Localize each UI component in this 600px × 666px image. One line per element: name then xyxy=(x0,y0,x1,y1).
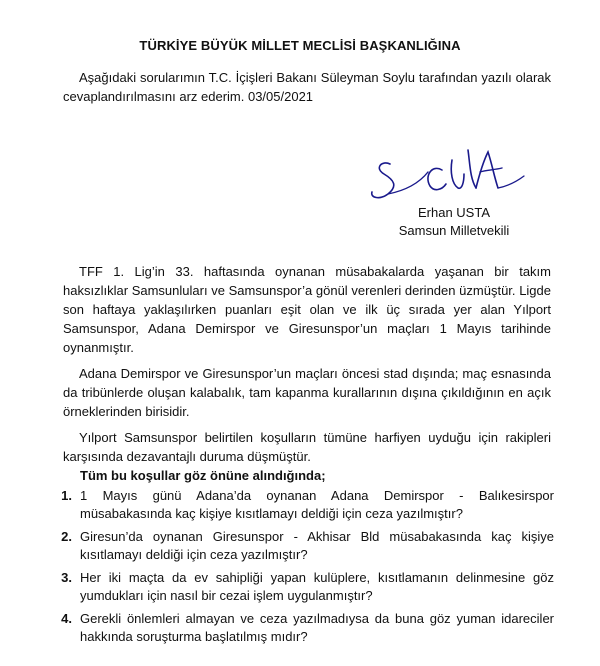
question-text: Gerekli önlemleri almayan ve ceza yazılmadıysa da buna göz yuman idareciler hakkında soruşturma başlatılmış mıdır? xyxy=(80,611,554,644)
document-title: TÜRKİYE BÜYÜK MİLLET MECLİSİ BAŞKANLIĞINA xyxy=(139,38,461,53)
question-text: Giresun’da oynanan Giresunspor - Akhisar Bld müsabakasında kaç kişiye kısıtlamayı deldiği için ceza yazılmıştır? xyxy=(80,529,554,562)
signer-title: Samsun Milletvekili xyxy=(398,223,510,238)
body-paragraph: TFF 1. Lig’in 33. haftasında oynanan müsabakalarda yaşanan bir takım haksızlıklar Samsunluları ve Samsunspor’a gönül verenleri derinden üzmüştür. Ligde son haftaya yaklaşılırken puanları eşit olan ve ilk üç sırada yer alan Yılport Samsunspor, Adana Demirspor ve Giresunspor’un maçları 1 Mayıs tarihinde oynanmıştır. xyxy=(63,264,551,355)
question-number: 4. xyxy=(61,611,72,626)
questions-heading: Tüm bu koşullar göz önüne alındığında; xyxy=(80,468,326,483)
question-item xyxy=(50,610,554,646)
question-number: 2. xyxy=(61,529,72,544)
body-paragraph: Adana Demirspor ve Giresunspor’un maçları öncesi stad dışında; maç esnasında da tribünlerde oluşan kalabalık, tam kapanma kurallarının dışına çıkıldığının en açık örneklerinden birisidir. xyxy=(63,366,551,419)
question-text: 1 Mayıs günü Adana’da oynanan Adana Demirspor - Balıkesirspor müsabakasında kaç kişiye kısıtlamayı deldiği için ceza yazılmıştır? xyxy=(80,488,554,521)
intro-text: Aşağıdaki sorularımın T.C. İçişleri Bakanı Süleyman Soylu tarafından yazılı olarak cevaplandırılmasını arz ederim. 03/05/2021 xyxy=(63,70,551,104)
question-number: 3. xyxy=(61,570,72,585)
question-item xyxy=(50,528,554,564)
handwritten-signature xyxy=(368,142,528,212)
question-text: Her iki maçta da ev sahipliği yapan kulüplere, kısıtlamanın delinmesine göz yumdukları için nasıl bir cezai işlem uygulanmıştır? xyxy=(80,570,554,603)
signer-block xyxy=(384,204,524,240)
question-item xyxy=(50,487,554,523)
question-item xyxy=(50,569,554,605)
signer-name: Erhan USTA xyxy=(417,205,490,220)
question-number: 1. xyxy=(61,488,72,503)
body-paragraph: Yılport Samsunspor belirtilen koşulların tümüne harfiyen uyduğu için rakipleri karşısında dezavantajlı duruma düşmüştür. xyxy=(63,430,551,464)
questions-list xyxy=(50,487,554,651)
body-text xyxy=(63,262,551,473)
intro-paragraph xyxy=(63,68,551,106)
